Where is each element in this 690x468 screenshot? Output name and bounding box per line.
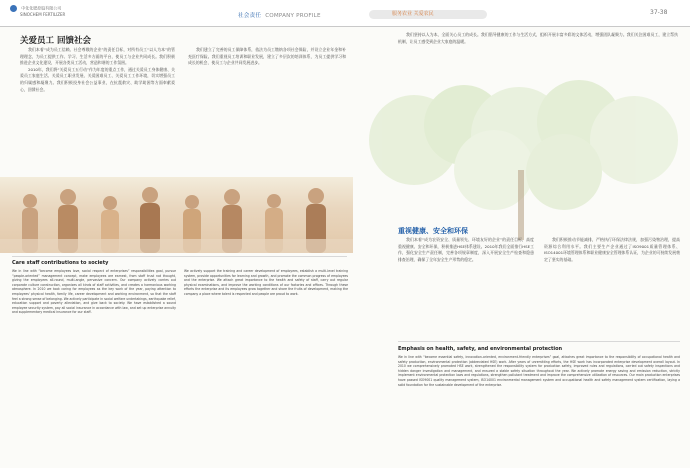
paragraph: 我们本着“成为员工信赖、社会尊敬的企业”的责任目标，对所有员工“以人为本”的管理理念，为员工提供工作、学习、生活多方面的平台，使员工与企业共同成长。我们积极推进企业文化建设，开展各类员工活动，营造和谐的工作氛围。 [20,47,175,66]
body-zh-right-top: 我们坚持以人为本，全面关心员工的成长。我们倡导健康的工作与生活方式，组织开展丰富多彩的文体活动，增强团队凝聚力。我们关注困难员工，建立帮扶机制，让员工感受到企业大家庭的温暖。 [398,32,678,44]
section-title-zh: 社会责任 [238,13,262,19]
staff-figures-illustration [0,177,353,253]
brand-logo-icon [10,5,17,12]
tagline: 服务农业 关爱农民 [392,11,434,17]
brand-name: 中化化肥控股有限公司 [21,5,62,11]
section-divider [12,256,347,257]
body-zh-col2 [188,47,346,175]
body-zh-col1 [20,47,175,175]
section-title [238,11,321,19]
body-zh-hse-col2: 我们积极推动节能减排，严格执行环保法律法规，加强污染物治理，提高资源综合利用水平。我们主要生产企业通过了ISO9001质量管理体系、ISO14001环境管理体系和职业健康安全管理体系认证，为企业的可持续发展奠定了坚实的基础。 [544,237,680,262]
en-body-col2: We actively support the training and career development of employees, establish a multi-level training system, provide opportunities for learning and growth, and promote the common progress of employees and the enterprise. We attach great importance to the health and safety of staff, carry out regular physical examinations, and improve the working conditions of our factories and offices. Through these efforts the enterprise and its employees grow together and share the fruits of development, making the company a place where talent is respected and people are proud to work. [184,269,348,296]
en-body-col1: We in line with “become employees love, social respect of enterprises” responsibilities goal, pursue “people-oriented” management concept, make employees are earnest, from staff trust not thought, giving the employees all-round, multi-angle, pervasive concern. Our company actively carries out corporate culture construction, organizes all kinds of staff activities, and creates a harmonious working atmosphere. In 2010 we took caring for employees as the key work of the year, paying attention to employees' physical health, family life, career development and working environment, so that the staff feel a strong sense of belonging. We actively participate in social welfare undertakings, earthquake relief, education support and poverty alleviation, and give back to society. We have established a sound employee security system, pay all social insurance in accordance with law, and set up enterprise annuity and supplementary medical insurance for our staff. [12,269,176,315]
section-title-en: COMPANY PROFILE [265,13,321,19]
en-heading-left: Care staff contributions to society [12,260,109,266]
en-heading-right: Emphasis on health, safety, and environmental protection [398,346,563,352]
body-zh-hse-col1: 我们本着“成为农资安全、质量领先、环境友好的企业”的责任目标，高度重视健康、安全和环保，积极推进HSE体系建设。2010年我们全面推行HSE工作，强化安全生产责任制，完善各项规章制度，深入开展安全生产检查和隐患排查治理，确保了全年安全生产形势的稳定。 [398,237,534,262]
paragraph: 2010年，我们将“关爱员工五行动”作为年度的重点工作，通过关爱员工身体健康、关爱员工家庭生活、关爱员工职业发展、关爱困难员工、关爱员工工作环境，切实增强员工的归属感和凝聚力。我们积极投身社会公益事业，在抗震救灾、助学助困等方面奉献爱心，回馈社会。 [20,66,175,92]
section-divider [398,341,680,342]
brand [10,5,65,17]
header-bar [0,0,690,27]
tree-graphic [354,80,690,240]
page-title: 关爱员工 回馈社会 [20,36,91,46]
hse-heading: 重视健康、安全和环保 [398,227,468,235]
en-body-right: We in line with “become essential safety, innovation-oriented, environment-friendly enterprises” goal, attaches great importance to the responsibility of occupational health and safety production, environmental protection (abbreviated HSE) work. After years of unremitting efforts, the HSE work has incorporated enterprise development overall layout. In 2010 we comprehensively promoted HSE work, strengthened the responsibility system for production safety, improved rules and regulations, carried out safety inspections and hidden danger investigation and management, and ensured a stable safety situation throughout the year. We actively promote energy saving and emission reduction, strictly implement environmental protection laws and regulations, strengthen pollutant treatment and improve the comprehensive utilization of resources. Our main production enterprises have passed ISO9001 quality management system, ISO14001 environmental management system and occupational health and safety management system certification, laying a solid foundation for the sustainable development of the enterprise. [398,355,680,387]
staff-photo [0,177,353,253]
brand-sub: SINOCHEM FERTILIZER [20,12,66,17]
tree-illustration [354,80,690,240]
paragraph: 我们建立了完善的员工保障体系，依法为员工缴纳各项社会保险，并设立企业年金和补充医疗保险。我们重视员工培训和职业发展，建立了多层次的培训体系，为员工提供学习和成长的机会，使员工与企业共同发展进步。 [188,47,346,66]
page-numbers: 37-38 [650,9,668,16]
